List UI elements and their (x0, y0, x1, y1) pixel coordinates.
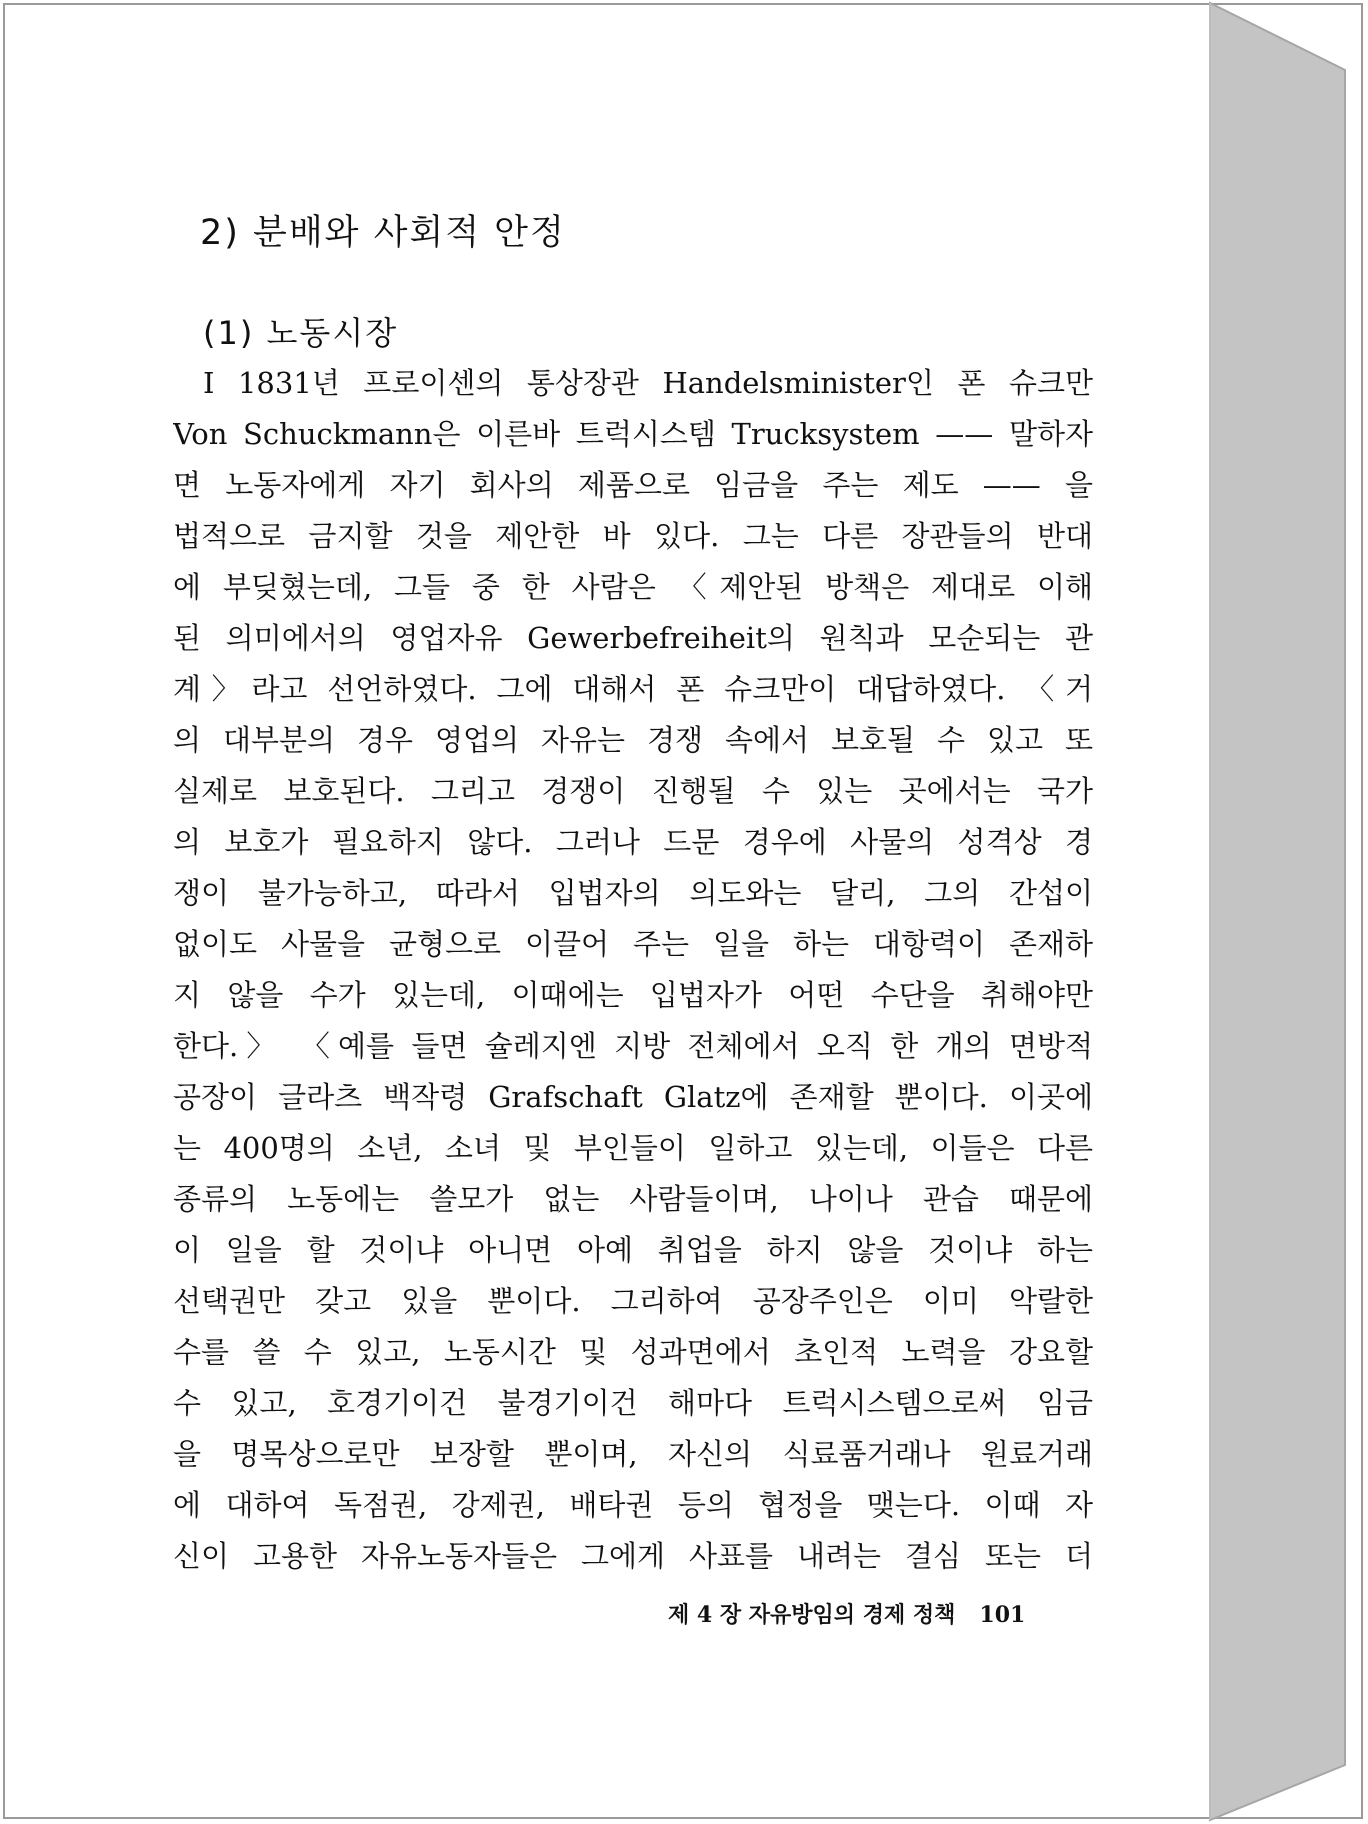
text-line: Von Schuckmann은 이른바 트럭시스템 Trucksystem —— 말하자 (173, 417, 1093, 451)
text-line: 실제로 보호된다. 그리고 경쟁이 진행될 수 있는 곳에서는 국가 (173, 774, 1093, 808)
page-footer (668, 1598, 1025, 1629)
text-line: 에 대하여 독점권, 강제권, 배타권 등의 협정을 맺는다. 이때 자 (173, 1488, 1093, 1522)
text-line: 선택권만 갖고 있을 뿐이다. 그리하여 공장주인은 이미 악랄한 (173, 1284, 1093, 1318)
text-line: 계〉라고 선언하였다. 그에 대해서 폰 슈크만이 대답하였다. 〈거 (173, 672, 1093, 706)
body-paragraph (173, 358, 1093, 1582)
text-line: 수를 쓸 수 있고, 노동시간 및 성과면에서 초인적 노력을 강요할 (173, 1335, 1093, 1369)
text-line: 법적으로 금지할 것을 제안한 바 있다. 그는 다른 장관들의 반대 (173, 519, 1093, 553)
running-chapter-title: 제 4 장 자유방임의 경제 정책 (668, 1602, 956, 1628)
section-title: 2) 분배와 사회적 안정 (200, 213, 566, 253)
text-line: 에 부딪혔는데, 그들 중 한 사람은 〈제안된 방책은 제대로 이해 (173, 570, 1093, 604)
text-line: 수 있고, 호경기이건 불경기이건 해마다 트럭시스템으로써 임금 (173, 1386, 1093, 1420)
text-line: I 1831년 프로이센의 통상장관 Handelsminister인 폰 슈크만 (203, 366, 1093, 400)
text-line: 종류의 노동에는 쓸모가 없는 사람들이며, 나이나 관습 때문에 (173, 1182, 1093, 1216)
text-line: 지 않을 수가 있는데, 이때에는 입법자가 어떤 수단을 취해야만 (173, 978, 1093, 1012)
page-number: 101 (979, 1602, 1026, 1628)
text-line: 이 일을 할 것이냐 아니면 아예 취업을 하지 않을 것이냐 하는 (173, 1233, 1093, 1267)
text-line: 쟁이 불가능하고, 따라서 입법자의 의도와는 달리, 그의 간섭이 (173, 876, 1093, 910)
text-line: 한다.〉 〈예를 들면 슐레지엔 지방 전체에서 오직 한 개의 면방적 (173, 1029, 1093, 1063)
text-line: 면 노동자에게 자기 회사의 제품으로 임금을 주는 제도 —— 을 (173, 468, 1093, 502)
sub-title: (1) 노동시장 (203, 314, 399, 352)
text-line: 의 보호가 필요하지 않다. 그러나 드문 경우에 사물의 성격상 경 (173, 825, 1093, 859)
text-line: 의 대부분의 경우 영업의 자유는 경쟁 속에서 보호될 수 있고 또 (173, 723, 1093, 757)
text-line: 된 의미에서의 영업자유 Gewerbefreiheit의 원칙과 모순되는 관 (173, 621, 1093, 655)
text-line: 신이 고용한 자유노동자들은 그에게 사표를 내려는 결심 또는 더 (173, 1539, 1093, 1573)
text-line: 는 400명의 소년, 소녀 및 부인들이 일하고 있는데, 이들은 다른 (173, 1131, 1093, 1165)
text-line: 없이도 사물을 균형으로 이끌어 주는 일을 하는 대항력이 존재하 (173, 927, 1093, 961)
text-line: 을 명목상으로만 보장할 뿐이며, 자신의 식료품거래나 원료거래 (173, 1437, 1093, 1471)
text-line: 공장이 글라츠 백작령 Grafschaft Glatz에 존재할 뿐이다. 이곳에 (173, 1080, 1093, 1114)
